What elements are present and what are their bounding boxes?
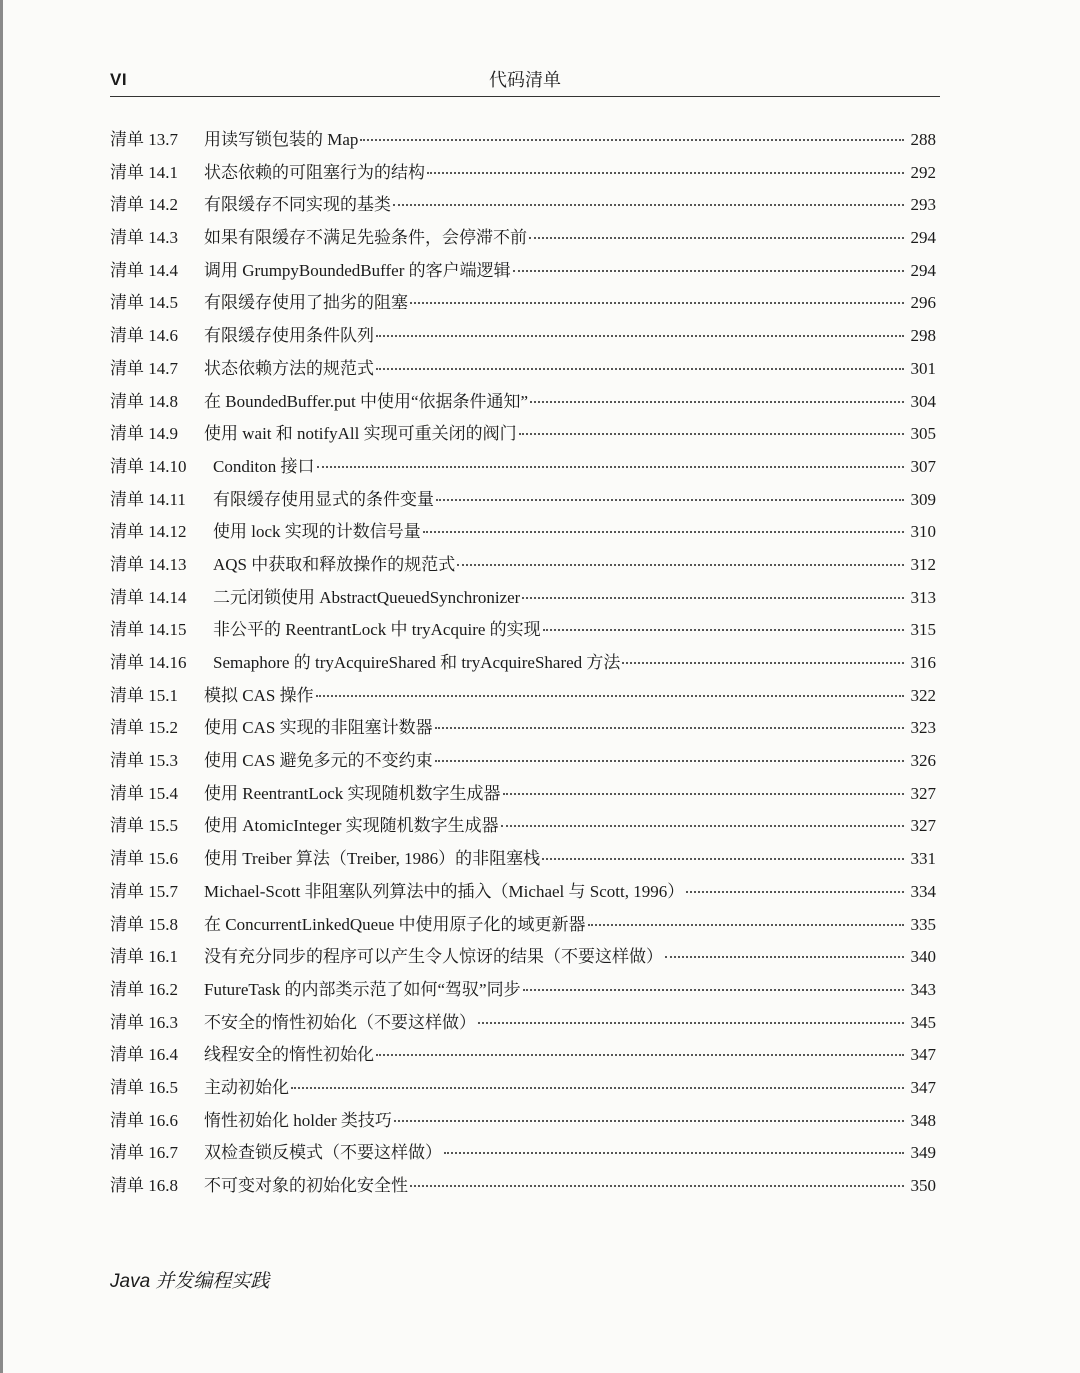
- listing-entry: [110, 713, 936, 746]
- listing-page-number: 340: [910, 947, 936, 967]
- dot-leader: [543, 629, 904, 631]
- running-title: 代码清单: [489, 70, 561, 91]
- listing-label: 清单 15.8: [110, 914, 178, 934]
- listing-entry: [110, 550, 936, 583]
- dot-leader: [376, 368, 904, 370]
- listing-page-number: 304: [910, 391, 936, 411]
- listing-label: 清单 14.14: [110, 587, 187, 607]
- listing-label: 清单 15.2: [110, 718, 178, 738]
- dot-leader: [513, 270, 904, 272]
- listing-title: 没有充分同步的程序可以产生令人惊讶的结果（不要这样做）: [204, 947, 663, 967]
- listing-label: 清单 16.5: [110, 1077, 178, 1097]
- listing-title: 二元闭锁使用 AbstractQueuedSynchronizer: [213, 587, 521, 607]
- listing-label: 清单 15.1: [110, 685, 178, 705]
- page-left-edge: [0, 0, 3, 1373]
- listing-label: 清单 14.6: [110, 326, 178, 346]
- listing-page-number: 347: [910, 1045, 936, 1065]
- listing-entry: [110, 1106, 936, 1139]
- listing-label: 清单 13.7: [110, 130, 178, 149]
- listing-page-number: 331: [910, 849, 936, 869]
- listing-entry: [110, 354, 936, 387]
- listing-title: FutureTask 的内部类示范了如何“驾驭”同步: [204, 979, 521, 999]
- listing-entry: [110, 779, 936, 812]
- dot-leader: [410, 302, 904, 304]
- listing-title: 线程安全的惰性初始化: [204, 1045, 374, 1065]
- listing-page-number: 327: [910, 816, 936, 836]
- listing-page-number: 348: [910, 1110, 936, 1130]
- dot-leader: [588, 924, 905, 926]
- listing-title: 用读写锁包装的 Map: [204, 130, 359, 149]
- listing-title: 在 BoundedBuffer.put 中使用“依据条件通知”: [204, 391, 529, 411]
- dot-leader: [622, 662, 904, 664]
- listing-page-number: 326: [910, 751, 936, 771]
- listing-entry: [110, 485, 936, 518]
- listing-page-number: 323: [910, 718, 936, 738]
- listing-entry: [110, 125, 936, 158]
- listing-entry: [110, 910, 936, 943]
- listing-title: 使用 lock 实现的计数信号量: [213, 522, 421, 542]
- listing-entry: [110, 681, 936, 714]
- header-rule: [110, 96, 940, 97]
- dot-leader: [316, 695, 904, 697]
- listing-entry: [110, 844, 936, 877]
- listing-title: 调用 GrumpyBoundedBuffer 的客户端逻辑: [204, 260, 511, 280]
- listing-title: 不可变对象的初始化安全性: [204, 1176, 408, 1195]
- listing-label: 清单 16.6: [110, 1110, 178, 1130]
- dot-leader: [530, 401, 904, 403]
- listing-label: 清单 14.8: [110, 391, 178, 411]
- listing-entry: [110, 942, 936, 975]
- dot-leader: [291, 1087, 904, 1089]
- listing-page-number: 301: [910, 358, 936, 378]
- listing-title: 使用 ReentrantLock 实现随机数字生成器: [204, 783, 501, 803]
- listing-page-number: 345: [910, 1012, 936, 1032]
- listing-title: Conditon 接口: [213, 456, 315, 476]
- listing-page-number: 309: [910, 489, 936, 509]
- listing-page-number: 296: [910, 293, 936, 313]
- dot-leader: [501, 825, 904, 827]
- listing-page-number: 334: [910, 881, 936, 901]
- listing-entry: [110, 615, 936, 648]
- listing-entry: [110, 877, 936, 910]
- listing-page-number: 315: [910, 620, 936, 640]
- dot-leader: [410, 1185, 904, 1187]
- dot-leader: [542, 858, 904, 860]
- dot-leader: [427, 172, 904, 174]
- listing-title: 主动初始化: [204, 1077, 289, 1097]
- listing-entry: [110, 190, 936, 223]
- listing-title: 双检查锁反模式（不要这样做）: [204, 1143, 442, 1163]
- listing-label: 清单 14.7: [110, 358, 178, 378]
- listing-title: AQS 中获取和释放操作的规范式: [213, 554, 456, 574]
- listing-page-number: 307: [910, 456, 936, 476]
- listing-page-number: 310: [910, 522, 936, 542]
- dot-leader: [519, 433, 904, 435]
- listing-label: 清单 14.11: [110, 489, 186, 509]
- listing-title: 有限缓存使用显式的条件变量: [213, 489, 434, 509]
- listing-page-number: 312: [910, 554, 936, 574]
- listing-label: 清单 15.7: [110, 881, 178, 901]
- listing-page-number: 305: [910, 424, 936, 444]
- listing-page-number: 293: [910, 195, 936, 215]
- dot-leader: [394, 1120, 904, 1122]
- dot-leader: [444, 1152, 904, 1154]
- listing-page-number: 322: [910, 685, 936, 705]
- listing-label: 清单 14.3: [110, 228, 178, 248]
- listing-title: 状态依赖的可阻塞行为的结构: [204, 162, 425, 182]
- dot-leader: [523, 989, 904, 991]
- listing-label: 清单 14.12: [110, 522, 187, 542]
- listing-title: 惰性初始化 holder 类技巧: [204, 1110, 392, 1130]
- dot-leader: [665, 956, 904, 958]
- page-number: VI: [110, 70, 128, 89]
- listing-entry: [110, 256, 936, 289]
- dot-leader: [376, 335, 904, 337]
- listing-page-number: 350: [910, 1176, 936, 1195]
- listing-page-number: 298: [910, 326, 936, 346]
- listing-entry: [110, 158, 936, 191]
- dot-leader: [435, 760, 904, 762]
- listing-entry: [110, 1138, 936, 1171]
- dot-leader: [436, 499, 904, 501]
- dot-leader: [360, 139, 904, 141]
- dot-leader: [529, 237, 904, 239]
- listing-title: 在 ConcurrentLinkedQueue 中使用原子化的域更新器: [204, 914, 586, 934]
- listing-title: 有限缓存不同实现的基类: [204, 195, 391, 215]
- listing-title: 使用 AtomicInteger 实现随机数字生成器: [204, 816, 499, 836]
- listing-label: 清单 15.4: [110, 783, 178, 803]
- listing-title: 有限缓存使用了拙劣的阻塞: [204, 293, 408, 313]
- listing-entry: [110, 1073, 936, 1106]
- listing-label: 清单 14.15: [110, 620, 187, 640]
- listing-entry: [110, 517, 936, 550]
- listing-title: 使用 Treiber 算法（Treiber, 1986）的非阻塞栈: [204, 849, 541, 869]
- listing-page-number: 335: [910, 914, 936, 934]
- listing-label: 清单 16.4: [110, 1045, 178, 1065]
- listing-entry: [110, 648, 936, 681]
- dot-leader: [457, 564, 904, 566]
- listing-page-number: 313: [910, 587, 936, 607]
- dot-leader: [423, 531, 904, 533]
- listing-title: 状态依赖方法的规范式: [204, 358, 374, 378]
- listing-title: Semaphore 的 tryAcquireShared 和 tryAcquireShared 方法: [213, 653, 621, 672]
- listing-title: 使用 CAS 实现的非阻塞计数器: [204, 718, 433, 738]
- listing-page-number: 288: [910, 130, 936, 149]
- listing-entry: [110, 419, 936, 452]
- listing-title: 非公平的 ReentrantLock 中 tryAcquire 的实现: [213, 620, 541, 640]
- listing-entry: [110, 452, 936, 485]
- listing-entry: [110, 223, 936, 256]
- listing-index: [110, 125, 936, 1204]
- dot-leader: [522, 597, 904, 599]
- listing-label: 清单 14.10: [110, 456, 187, 476]
- listing-label: 清单 16.1: [110, 947, 178, 967]
- listing-entry: [110, 321, 936, 354]
- page-header: [110, 66, 940, 96]
- listing-page-number: 294: [910, 228, 936, 248]
- listing-label: 清单 15.6: [110, 849, 178, 869]
- listing-entry: [110, 387, 936, 420]
- listing-page-number: 343: [910, 979, 936, 999]
- listing-title: 如果有限缓存不满足先验条件，会停滞不前: [204, 228, 527, 248]
- book-title-footer: Java 并发编程实践: [110, 1271, 270, 1292]
- listing-label: 清单 14.13: [110, 554, 187, 574]
- listing-title: 有限缓存使用条件队列: [204, 326, 374, 346]
- listing-label: 清单 14.1: [110, 162, 178, 182]
- listing-entry: [110, 811, 936, 844]
- listing-title: 使用 wait 和 notifyAll 实现可重关闭的阀门: [204, 424, 517, 444]
- listing-label: 清单 14.2: [110, 195, 178, 215]
- listing-page-number: 316: [910, 653, 936, 672]
- dot-leader: [478, 1022, 904, 1024]
- listing-label: 清单 15.5: [110, 816, 178, 836]
- listing-title: 不安全的惰性初始化（不要这样做）: [204, 1012, 476, 1032]
- listing-page-number: 349: [910, 1143, 936, 1163]
- listing-label: 清单 14.9: [110, 424, 178, 444]
- listing-page-number: 292: [910, 162, 936, 182]
- dot-leader: [317, 466, 904, 468]
- listing-entry: [110, 288, 936, 321]
- dot-leader: [686, 891, 904, 893]
- listing-label: 清单 14.4: [110, 260, 178, 280]
- listing-title: Michael-Scott 非阻塞队列算法中的插入（Michael 与 Scott, 1996）: [204, 881, 685, 901]
- listing-label: 清单 16.3: [110, 1012, 178, 1032]
- listing-entry: [110, 1171, 936, 1204]
- dot-leader: [435, 727, 904, 729]
- listing-label: 清单 14.16: [110, 653, 187, 672]
- dot-leader: [393, 204, 904, 206]
- listing-label: 清单 15.3: [110, 751, 178, 771]
- listing-page-number: 347: [910, 1077, 936, 1097]
- listing-entry: [110, 583, 936, 616]
- dot-leader: [376, 1054, 904, 1056]
- listing-label: 清单 16.8: [110, 1176, 178, 1195]
- listing-entry: [110, 746, 936, 779]
- listing-label: 清单 16.7: [110, 1143, 178, 1163]
- listing-label: 清单 16.2: [110, 979, 178, 999]
- listing-page-number: 327: [910, 783, 936, 803]
- listing-entry: [110, 1008, 936, 1041]
- listing-label: 清单 14.5: [110, 293, 178, 313]
- listing-title: 模拟 CAS 操作: [204, 685, 314, 705]
- listing-page-number: 294: [910, 260, 936, 280]
- dot-leader: [503, 793, 904, 795]
- listing-entry: [110, 975, 936, 1008]
- listing-title: 使用 CAS 避免多元的不变约束: [204, 751, 433, 771]
- listing-entry: [110, 1040, 936, 1073]
